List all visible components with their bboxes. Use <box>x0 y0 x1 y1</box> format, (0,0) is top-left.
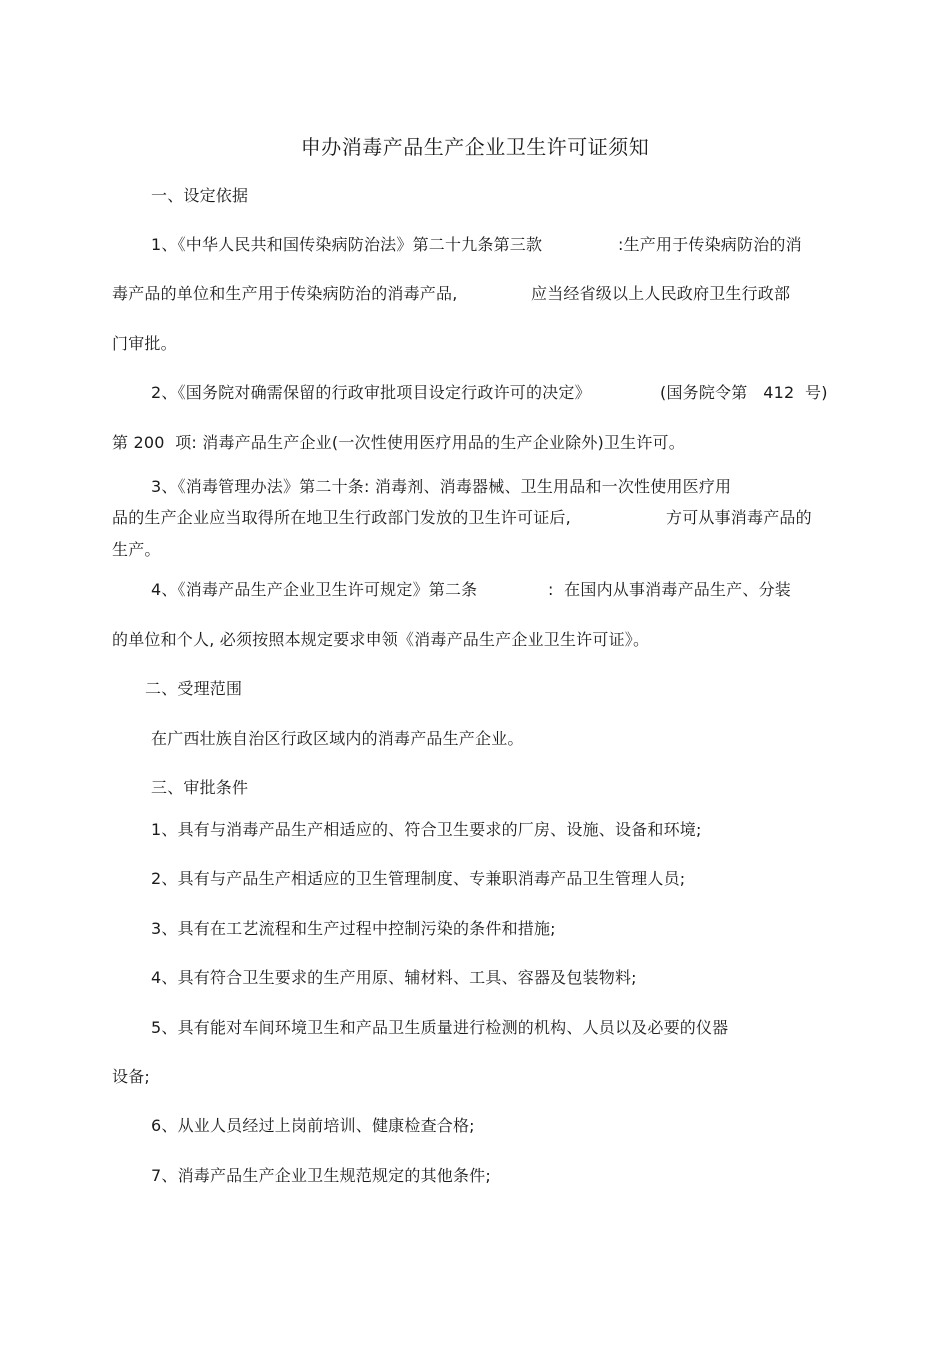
condition-item: 4、具有符合卫生要求的生产用原、辅材料、工具、容器及包装物料; <box>151 968 637 987</box>
p4-line-1a: 4、《消毒产品生产企业卫生许可规定》第二条 <box>151 580 478 599</box>
p1-line-2b: 应当经省级以上人民政府卫生行政部 <box>531 284 791 303</box>
section-2-heading: 二、受理范围 <box>145 679 243 698</box>
p3-line-2a: 品的生产企业应当取得所在地卫生行政部门发放的卫生许可证后, <box>112 508 571 527</box>
condition-item: 3、具有在工艺流程和生产过程中控制污染的条件和措施; <box>151 919 556 938</box>
p1-line-1a: 1、《中华人民共和国传染病防治法》第二十九条第三款 <box>151 235 543 254</box>
section-2-text: 在广西壮族自治区行政区域内的消毒产品生产企业。 <box>151 729 524 748</box>
p2-line-1a: 2、《国务院对确需保留的行政审批项目设定行政许可的决定》 <box>151 383 591 402</box>
p4-line-1b: : 在国内从事消毒产品生产、分装 <box>548 580 791 599</box>
condition-item: 7、消毒产品生产企业卫生规范规定的其他条件; <box>151 1166 491 1185</box>
p3-line-1: 3、《消毒管理办法》第二十条: 消毒剂、消毒器械、卫生用品和一次性使用医疗用 <box>151 477 732 496</box>
section-3-heading: 三、审批条件 <box>151 778 249 797</box>
p3-line-3: 生产。 <box>112 540 161 559</box>
condition-item: 1、具有与消毒产品生产相适应的、符合卫生要求的厂房、设施、设备和环境; <box>151 820 702 839</box>
condition-item-continuation: 设备; <box>112 1067 150 1086</box>
p1-line-2a: 毒产品的单位和生产用于传染病防治的消毒产品, <box>112 284 458 303</box>
p2-line-1b: (国务院令第 412 号) <box>660 383 828 402</box>
p4-line-2: 的单位和个人, 必须按照本规定要求申领《消毒产品生产企业卫生许可证》。 <box>112 630 650 649</box>
condition-item: 2、具有与产品生产相适应的卫生管理制度、专兼职消毒产品卫生管理人员; <box>151 869 686 888</box>
page-title: 申办消毒产品生产企业卫生许可证须知 <box>300 135 650 159</box>
p2-line-2: 第 200 项: 消毒产品生产企业(一次性使用医疗用品的生产企业除外)卫生许可。 <box>112 433 685 452</box>
p3-line-2b: 方可从事消毒产品的 <box>666 508 812 527</box>
p1-line-1b: :生产用于传染病防治的消 <box>618 235 802 254</box>
p1-line-3: 门审批。 <box>112 334 177 353</box>
section-1-heading: 一、设定依据 <box>151 186 249 205</box>
condition-item: 5、具有能对车间环境卫生和产品卫生质量进行检测的机构、人员以及必要的仪器 <box>151 1018 729 1037</box>
condition-item: 6、从业人员经过上岗前培训、健康检查合格; <box>151 1116 475 1135</box>
